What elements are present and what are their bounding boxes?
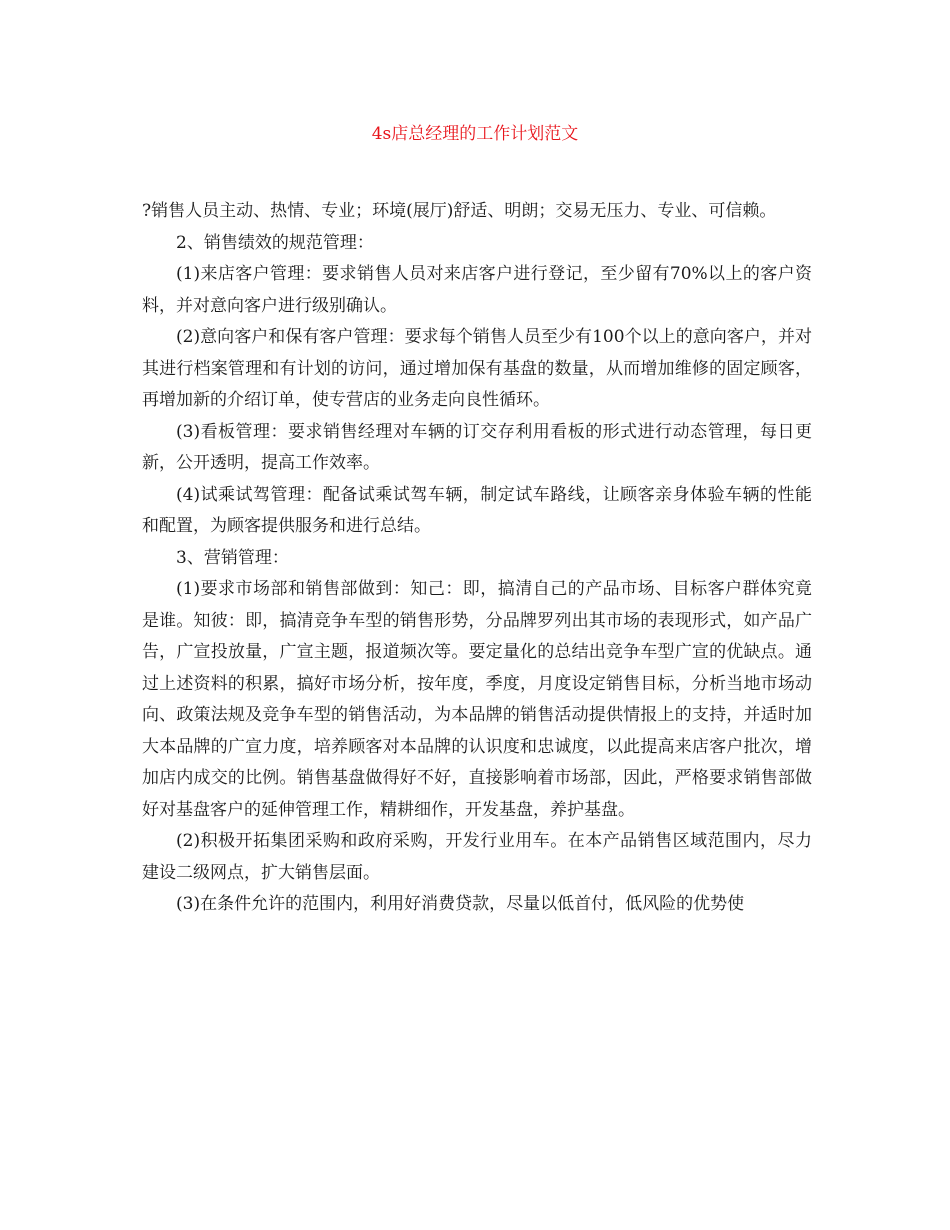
paragraph-4: (2)意向客户和保有客户管理：要求每个销售人员至少有100个以上的意向客户，并对其进行档案管理和有计划的访问，通过增加保有基盘的数量，从而增加维修的固定顾客，再增加新的介绍订单，使专营店的业务走向良性循环。 <box>142 327 812 410</box>
paragraph-5: (3)看板管理：要求销售经理对车辆的订交存利用看板的形式进行动态管理，每日更新，公开透明，提高工作效率。 <box>142 421 812 473</box>
paragraph-10: (3)在条件允许的范围内，利用好消费贷款，尽量以低首付，低风险的优势使 <box>176 894 745 914</box>
paragraph-6: (4)试乘试驾管理：配备试乘试驾车辆，制定试车路线，让顾客亲身体验车辆的性能和配置，为顾客提供服务和进行总结。 <box>142 484 812 536</box>
document-body <box>142 196 812 921</box>
paragraph-1: ?销售人员主动、热情、专业；环境(展厅)舒适、明朗；交易无压力、专业、可信赖。 <box>142 201 777 221</box>
document-title: 4s店总经理的工作计划范文 <box>371 124 579 144</box>
paragraph-8: (1)要求市场部和销售部做到：知己：即，搞清自己的产品市场、目标客户群体究竟是谁。知彼：即，搞清竞争车型的销售形势，分品牌罗列出其市场的表现形式，如产品广告，广宣投放量，广宣主题，报道频次等。要定量化的总结出竞争车型广宣的优缺点。通过上述资料的积累，搞好市场分析，按年度，季度，月度设定销售目标，分析当地市场动向、政策法规及竞争车型的销售活动，为本品牌的销售活动提供情报上的支持，并适时加大本品牌的广宣力度，培养顾客对本品牌的认识度和忠诚度，以此提高来店客户批次，增加店内成交的比例。销售基盘做得好不好，直接影响着市场部，因此，严格要求销售部做好对基盘客户的延伸管理工作，精耕细作，开发基盘，养护基盘。 <box>142 579 812 820</box>
paragraph-2: 2、销售绩效的规范管理： <box>176 232 374 253</box>
paragraph-3: (1)来店客户管理：要求销售人员对来店客户进行登记，至少留有70%以上的客户资料，并对意向客户进行级别确认。 <box>142 264 812 316</box>
paragraph-7: 3、营销管理： <box>176 547 289 568</box>
paragraph-9: (2)积极开拓集团采购和政府采购，开发行业用车。在本产品销售区域范围内，尽力建设二级网点，扩大销售层面。 <box>142 831 812 883</box>
